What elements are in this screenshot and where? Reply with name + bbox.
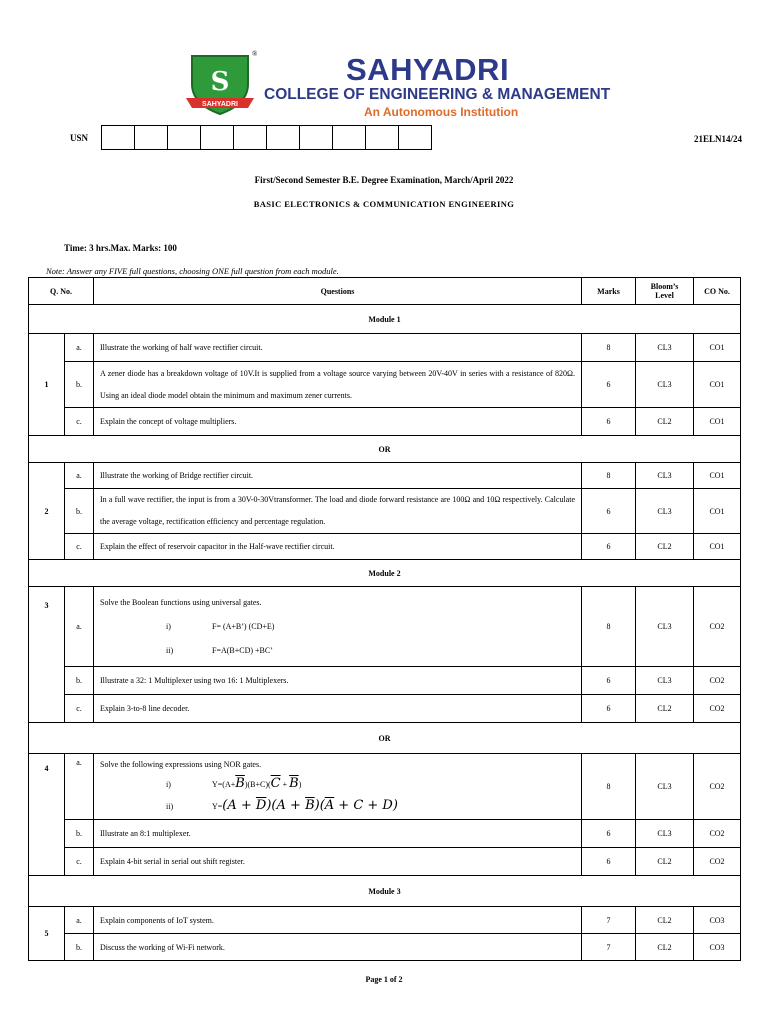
- question-number: 1: [29, 334, 65, 436]
- bloom-level: CL2: [636, 848, 694, 876]
- co-number: CO2: [694, 820, 741, 848]
- sub-label: b.: [65, 934, 94, 961]
- table-row: [29, 754, 741, 820]
- time-marks: [64, 243, 177, 253]
- or-label: OR: [29, 723, 741, 754]
- roman-label: i): [166, 621, 171, 631]
- expression-line: [100, 615, 575, 639]
- college-name: SAHYADRI: [346, 52, 510, 87]
- usn-box[interactable]: [200, 125, 234, 150]
- sub-label: b.: [65, 489, 94, 534]
- sub-label: b.: [65, 820, 94, 848]
- question-text: Illustrate an 8:1 multiplexer.: [94, 820, 582, 848]
- question-table: [28, 277, 741, 961]
- college-subtitle: COLLEGE OF ENGINEERING & MANAGEMENT: [264, 86, 611, 103]
- subject-title: BASIC ELECTRONICS & COMMUNICATION ENGINEERING: [253, 199, 515, 209]
- marks: 6: [582, 408, 636, 436]
- max-marks: Max. Marks: 100: [110, 243, 177, 253]
- sub-label: c.: [65, 534, 94, 560]
- sub-label: a.: [65, 334, 94, 362]
- usn-box[interactable]: [101, 125, 135, 150]
- question-number: 3: [29, 587, 65, 723]
- table-row: [29, 587, 741, 667]
- bloom-level: CL2: [636, 907, 694, 934]
- registered-mark: ®: [252, 50, 258, 58]
- or-label: OR: [29, 436, 741, 463]
- co-number: CO1: [694, 362, 741, 408]
- header-marks: Marks: [582, 278, 636, 305]
- bloom-level: CL3: [636, 334, 694, 362]
- co-number: CO1: [694, 534, 741, 560]
- expression-line: [100, 774, 575, 795]
- bloom-level: CL3: [636, 587, 694, 667]
- bloom-level: CL3: [636, 463, 694, 489]
- roman-label: ii): [166, 645, 174, 655]
- logo-ribbon-text: SAHYADRI: [202, 101, 238, 108]
- marks: 6: [582, 667, 636, 695]
- marks: 6: [582, 362, 636, 408]
- y-prefix: Y=: [212, 801, 223, 811]
- bloom-level: CL3: [636, 489, 694, 534]
- marks: 6: [582, 848, 636, 876]
- expression-line: [100, 639, 575, 663]
- question-text: In a full wave rectifier, the input is from a 30V-0-30Vtransformer. The load and diode forward resistance are 100Ω and 10Ω respectively. Calculate the average voltage, rectification efficiency and percentage regulation.: [94, 489, 582, 534]
- bloom-level: CL3: [636, 667, 694, 695]
- bloom-level: CL2: [636, 934, 694, 961]
- marks: 6: [582, 534, 636, 560]
- roman-label: i): [166, 779, 171, 789]
- question-text: Discuss the working of Wi-Fi network.: [94, 934, 582, 961]
- marks: 8: [582, 754, 636, 820]
- co-number: CO2: [694, 754, 741, 820]
- y-prefix: Y=: [212, 779, 223, 789]
- question-text: Explain components of IoT system.: [94, 907, 582, 934]
- sub-label: c.: [65, 848, 94, 876]
- marks: 6: [582, 820, 636, 848]
- usn-label: USN: [70, 133, 89, 143]
- marks: 8: [582, 334, 636, 362]
- co-number: CO2: [694, 667, 741, 695]
- usn-box[interactable]: [332, 125, 366, 150]
- marks: 7: [582, 907, 636, 934]
- bloom-level: CL3: [636, 362, 694, 408]
- usn-box[interactable]: [398, 125, 432, 150]
- table-row: [29, 334, 741, 362]
- module-1-label: Module 1: [29, 305, 741, 334]
- question-text: Illustrate the working of Bridge rectifier circuit.: [94, 463, 582, 489]
- marks: 6: [582, 695, 636, 723]
- usn-box[interactable]: [134, 125, 168, 150]
- bloom-level: CL2: [636, 695, 694, 723]
- exam-time: Time: 3 hrs.: [64, 243, 111, 253]
- bloom-level: CL2: [636, 534, 694, 560]
- expression: F=A(B+CD) +BC’: [212, 645, 273, 655]
- table-row: [29, 408, 741, 436]
- marks: 6: [582, 489, 636, 534]
- question-text: Explain the concept of voltage multipliers.: [94, 408, 582, 436]
- co-number: CO2: [694, 848, 741, 876]
- module-row: [29, 560, 741, 587]
- question-text: Explain the effect of reservoir capacitor in the Half-wave rectifier circuit.: [94, 534, 582, 560]
- table-row: [29, 489, 741, 534]
- table-row: [29, 820, 741, 848]
- expression-line: [100, 795, 575, 818]
- header-qno: Q. No.: [29, 278, 94, 305]
- question-number: 2: [29, 463, 65, 560]
- table-row: [29, 362, 741, 408]
- nor-expression-1: $(A+\overline{B})(B+C)(\overline{C} + \overline{B})$: [222, 775, 302, 791]
- usn-box[interactable]: [299, 125, 333, 150]
- bloom-level: CL3: [636, 754, 694, 820]
- bloom-level: CL3: [636, 820, 694, 848]
- question-text: Illustrate a 32: 1 Multiplexer using two 16: 1 Multiplexers.: [94, 667, 582, 695]
- sub-label: b.: [65, 362, 94, 408]
- module-row: [29, 876, 741, 907]
- sub-label: a.: [65, 463, 94, 489]
- co-number: CO3: [694, 907, 741, 934]
- table-row: [29, 463, 741, 489]
- question-number: 4: [29, 754, 65, 876]
- shield-logo-icon: [184, 54, 256, 116]
- co-number: CO1: [694, 408, 741, 436]
- question-text: Solve the Boolean functions using universal gates.: [100, 597, 262, 607]
- sub-label: a.: [65, 754, 94, 820]
- question-text-block: [94, 587, 582, 667]
- module-row: [29, 305, 741, 334]
- header-bloom: Bloom’s Level: [636, 278, 694, 305]
- marks: 8: [582, 587, 636, 667]
- logo-letter: S: [210, 67, 230, 97]
- module-2-label: Module 2: [29, 560, 741, 587]
- sub-label: b.: [65, 667, 94, 695]
- sub-label: c.: [65, 408, 94, 436]
- header-questions: Questions: [94, 278, 582, 305]
- usn-box[interactable]: [266, 125, 300, 150]
- college-logo: [178, 50, 610, 122]
- question-text-block: [94, 754, 582, 820]
- marks: 8: [582, 463, 636, 489]
- usn-box[interactable]: [233, 125, 267, 150]
- co-number: CO1: [694, 334, 741, 362]
- question-text: Explain 3-to-8 line decoder.: [94, 695, 582, 723]
- table-row: [29, 667, 741, 695]
- question-number: 5: [29, 907, 65, 961]
- question-text: Illustrate the working of half wave rectifier circuit.: [94, 334, 582, 362]
- table-row: [29, 848, 741, 876]
- co-number: CO1: [694, 463, 741, 489]
- sub-label: a.: [65, 907, 94, 934]
- co-number: CO1: [694, 489, 741, 534]
- table-row: [29, 907, 741, 934]
- co-number: CO2: [694, 587, 741, 667]
- question-text: A zener diode has a breakdown voltage of 10V.It is supplied from a voltage source varying between 20V-40V in series with a resistance of 820Ω. Using an ideal diode model obtain the minimum and maximum zener currents.: [94, 362, 582, 408]
- exam-title: First/Second Semester B.E. Degree Examination, March/April 2022: [254, 175, 514, 185]
- roman-label: ii): [166, 801, 174, 811]
- page-number: Page 1 of 2: [365, 975, 403, 984]
- co-number: CO3: [694, 934, 741, 961]
- table-row: [29, 934, 741, 961]
- instruction-note: Note: Answer any FIVE full questions, choosing ONE full question from each module.: [46, 266, 339, 276]
- sub-label: a.: [65, 587, 94, 667]
- table-row: [29, 695, 741, 723]
- bloom-level: CL2: [636, 408, 694, 436]
- expression: F= (A+B’) (CD+E): [212, 621, 275, 631]
- nor-expression-2: $(A + \overline{D})(A + \overline{B})(\overline{A} + C + D)$: [222, 797, 398, 813]
- module-3-label: Module 3: [29, 876, 741, 907]
- marks: 7: [582, 934, 636, 961]
- table-row: [29, 534, 741, 560]
- usn-box[interactable]: [167, 125, 201, 150]
- header-co: CO No.: [694, 278, 741, 305]
- usn-boxes: [102, 125, 432, 150]
- usn-box[interactable]: [365, 125, 399, 150]
- sub-label: c.: [65, 695, 94, 723]
- question-text: Solve the following expressions using NOR gates.: [100, 759, 262, 769]
- or-row: [29, 436, 741, 463]
- question-text: Explain 4-bit serial in serial out shift register.: [94, 848, 582, 876]
- college-tagline: An Autonomous Institution: [364, 105, 519, 119]
- or-row: [29, 723, 741, 754]
- co-number: CO2: [694, 695, 741, 723]
- table-header-row: [29, 278, 741, 305]
- paper-code: 21ELN14/24: [693, 134, 742, 144]
